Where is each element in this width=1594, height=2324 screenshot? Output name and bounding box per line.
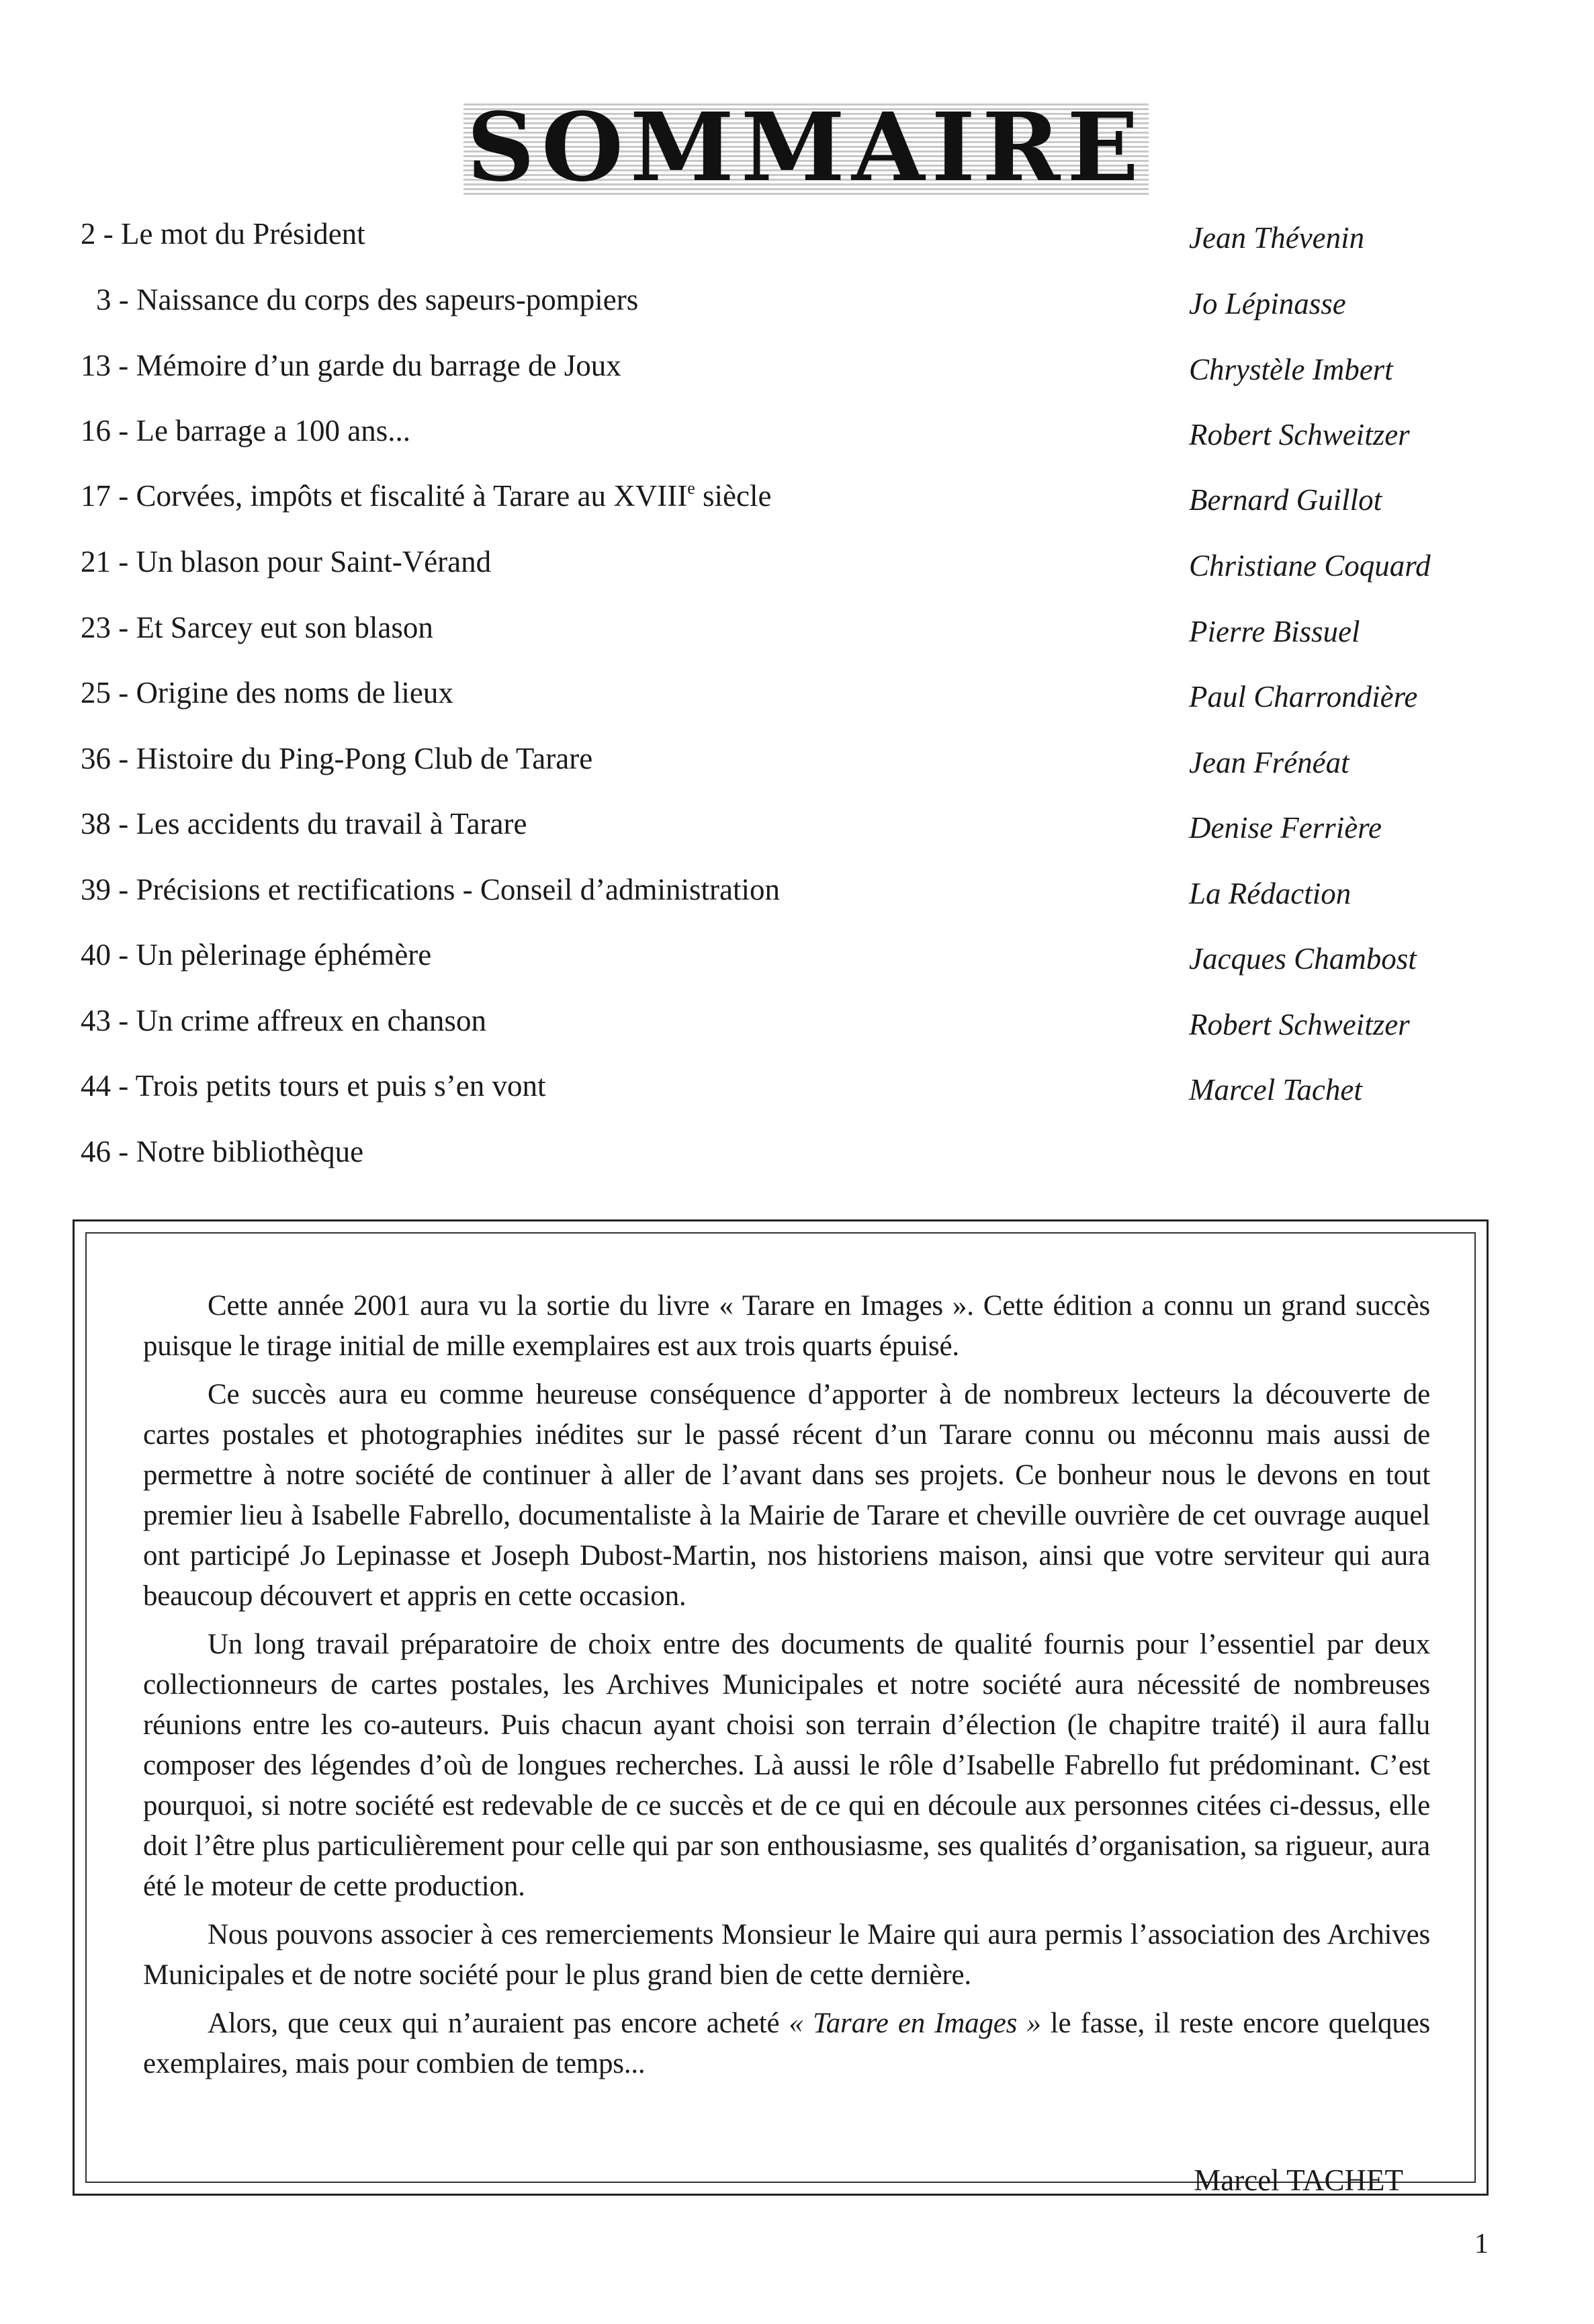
toc-entry-author: Jean Frénéat [1189, 746, 1349, 779]
toc-entry-author: La Rédaction [1189, 877, 1352, 910]
toc-entry-author: Jacques Chambost [1189, 942, 1417, 976]
toc-entry-title: 44 - Trois petits tours et puis s’en vont [81, 1069, 546, 1103]
toc-row [0, 542, 1594, 595]
toc-row [0, 214, 1594, 267]
toc-entry-title: 16 - Le barrage a 100 ans... [81, 414, 411, 447]
toc-row [0, 673, 1594, 726]
toc-entry-title: 25 - Origine des noms de lieux [81, 676, 453, 709]
editorial-paragraph: Alors, que ceux qui n’auraient pas encore acheté « Tarare en Images » le fasse, il reste encore quelques exemplaires, mais pour combien de temps... [143, 2008, 1430, 2079]
toc-entry-title: 38 - Les accidents du travail à Tarare [81, 807, 527, 841]
toc-entry-title: 39 - Précisions et rectifications - Conseil d’administration [81, 873, 781, 906]
toc-row [0, 869, 1594, 923]
editorial-paragraph: Ce succès aura eu comme heureuse conséquence d’apporter à de nombreux lecteurs la découverte de cartes postales et photographies inédites sur le passé récent d’un Tarare connu ou méconnu mais aussi de permettre à notre société de continuer à aller de l’avant dans ses projets. Ce bonheur nous le devons en tout premier lieu à Isabelle Fabrello, documentaliste à la Mairie de Tarare et cheville ouvrière de cet ouvrage auquel ont participé Jo Lepinasse et Joseph Dubost-Martin, nos historiens maison, ainsi que votre serviteur qui aura beaucoup découvert et appris en cette occasion. [143, 1379, 1430, 1612]
toc-row [0, 345, 1594, 399]
toc-row [0, 279, 1594, 333]
toc-row [0, 1066, 1594, 1119]
toc-entry-title: 13 - Mémoire d’un garde du barrage de Joux [81, 349, 621, 382]
toc-entry-author: Marcel Tachet [1189, 1073, 1362, 1107]
toc-entry-title: 3 - Naissance du corps des sapeurs-pompiers [96, 283, 639, 316]
toc-row [0, 804, 1594, 857]
toc-entry-author: Jo Lépinasse [1189, 287, 1346, 320]
book-title: « Tarare en Images » [789, 2008, 1041, 2039]
toc-entry-title: 43 - Un crime affreux en chanson [81, 1004, 486, 1037]
toc-entry-title: 17 - Corvées, impôts et fiscalité à Tarare au XVIIIe siècle [81, 478, 772, 513]
toc-entry-title: 21 - Un blason pour Saint-Vérand [81, 545, 492, 578]
toc-row [0, 1000, 1594, 1054]
toc-entry-author: Pierre Bissuel [1189, 615, 1360, 648]
toc-row [0, 1131, 1594, 1185]
editorial-signature: Marcel TACHET [1194, 2163, 1403, 2197]
toc-entry-title: 40 - Un pèlerinage éphémère [81, 938, 432, 972]
toc-row [0, 738, 1594, 792]
editorial-box [73, 1219, 1489, 2196]
toc-entry-title: 36 - Histoire du Ping-Pong Club de Tarare [81, 742, 593, 775]
toc-row [0, 476, 1594, 529]
editorial-paragraph: Nous pouvons associer à ces remerciements Monsieur le Maire qui aura permis l’association des Archives Municipales et de notre société pour le plus grand bien de cette dernière. [143, 1919, 1430, 1991]
toc-entry-author: Robert Schweitzer [1189, 1008, 1410, 1041]
page-title: SOMMAIRE [463, 101, 1149, 195]
editorial-paragraph: Un long travail préparatoire de choix entre des documents de qualité fournis pour l’essentiel par deux collectionneurs de cartes postales, les Archives Municipales et notre société aura nécessité de nombreuses réunions entre les co-auteurs. Puis chacun ayant choisi son terrain d’élection (le chapitre traité) il aura fallu composer des légendes d’où de longues recherches. Là aussi le rôle d’Isabelle Fabrello fut prédominant. C’est pourquoi, si notre société est redevable de ce succès et de ce qui en découle aux personnes citées ci-dessus, elle doit l’être plus particulièrement pour celle qui par son enthousiasme, ses qualités d’organisation, sa rigueur, aura été le moteur de cette production. [143, 1629, 1430, 1902]
toc-entry-title: 23 - Et Sarcey eut son blason [81, 611, 433, 644]
toc-entry-title: 46 - Notre bibliothèque [81, 1135, 364, 1168]
toc-entry-author: Chrystèle Imbert [1189, 353, 1393, 386]
editorial-paragraph: Cette année 2001 aura vu la sortie du livre « Tarare en Images ». Cette édition a connu un grand succès puisque le tirage initial de mille exemplaires est aux trois quarts épuisé. [143, 1290, 1430, 1362]
toc-entry-author: Bernard Guillot [1189, 483, 1382, 517]
toc-entry-author: Paul Charrondière [1189, 680, 1418, 714]
toc-row [0, 411, 1594, 464]
toc-entry-author: Robert Schweitzer [1189, 418, 1410, 451]
editorial-text [143, 1286, 1430, 2092]
toc-entry-author: Jean Thévenin [1189, 221, 1365, 255]
toc-entry-author: Christiane Coquard [1189, 549, 1431, 583]
toc-row [0, 935, 1594, 988]
toc-entry-title: 2 - Le mot du Président [81, 217, 365, 251]
toc-row [0, 607, 1594, 661]
toc-entry-author: Denise Ferrière [1189, 811, 1382, 845]
page-number: 1 [1474, 2229, 1489, 2260]
